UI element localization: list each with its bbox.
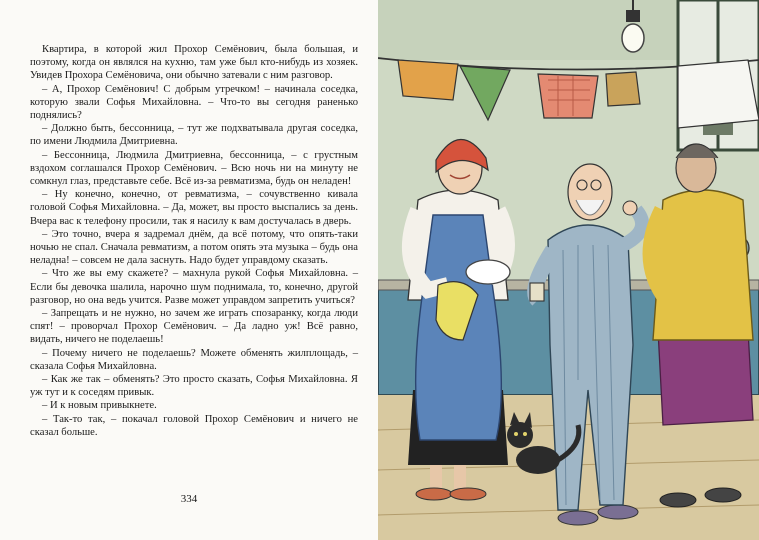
paragraph: – И к новым привыкнете.	[42, 400, 157, 412]
paragraph: Квартира, в которой жил Прохор Семёнович, была большая, и поэтому, когда он являлся на кухню, там уже был кто-нибудь из хозяек. Увидев Прохора Семёновича, они обычно затевали с ним разговор.	[30, 44, 358, 82]
text-page	[0, 0, 378, 540]
illustration-page	[378, 0, 759, 540]
paragraph: – Как же так – обменять? Это просто сказать, Софья Михайловна. Я уж тут и к соседям привык.	[30, 374, 358, 399]
paragraph: – А, Прохор Семёнович! С добрым утречком! – начинала соседка, которую звали Софья Михайловна. – Что-то вы сегодня раненько поднялись?	[30, 83, 358, 122]
paragraph: – Запрещать и не нужно, но зачем же играть спозаранку, когда люди спят! – проворчал Прохор Семёнович. – Да ладно уж! Всё равно, видать, ничего не поделаешь!	[30, 308, 358, 346]
page-number: 334	[180, 493, 198, 505]
paragraph: – Так-то так, – покачал головой Прохор Семёнович и ничего не сказал больше.	[30, 413, 358, 438]
kitchen-illustration	[378, 0, 759, 540]
paragraph: – Ну конечно, конечно, от ревматизма, – сочувственно кивала головой Софья Михайловна. – Да, может, вы просто выспались за день. Вчера вас к телефону просили, так я насилу к вам достучалась в дверь.	[30, 189, 358, 227]
paragraph: – Это точно, вчера я задремал днём, да всё потому, что опять-таки ночью не спал. Сначала ревматизм, а потом опять эта музыка – будь она неладна! – совсем не дала заснуть. Надо будет управдому сказать.	[30, 228, 358, 267]
paragraph: – Бессонница, Людмила Дмитриевна, бессонница, – с грустным вздохом соглашался Прохор Семёнович. – Всю ночь ни на минуту не сомкнул глаз, представьте себе. Всё из-за ревматизма, будь он неладен!	[30, 149, 358, 188]
story-text	[30, 43, 358, 439]
paragraph: – Почему ничего не поделаешь? Можете обменять жилплощадь, – сказала Софья Михайловна.	[30, 347, 358, 372]
paragraph: – Что же вы ему скажете? – махнула рукой Софья Михайловна. – Если бы девочка шалила, нарочно шум поднимала, то, конечно, другой разговор, но она ведь учится. Разве может управдом запретить учиться?	[30, 268, 358, 306]
paragraph: – Должно быть, бессонница, – тут же подхватывала другая соседка, по имени Людмила Дмитриевна.	[30, 123, 358, 148]
